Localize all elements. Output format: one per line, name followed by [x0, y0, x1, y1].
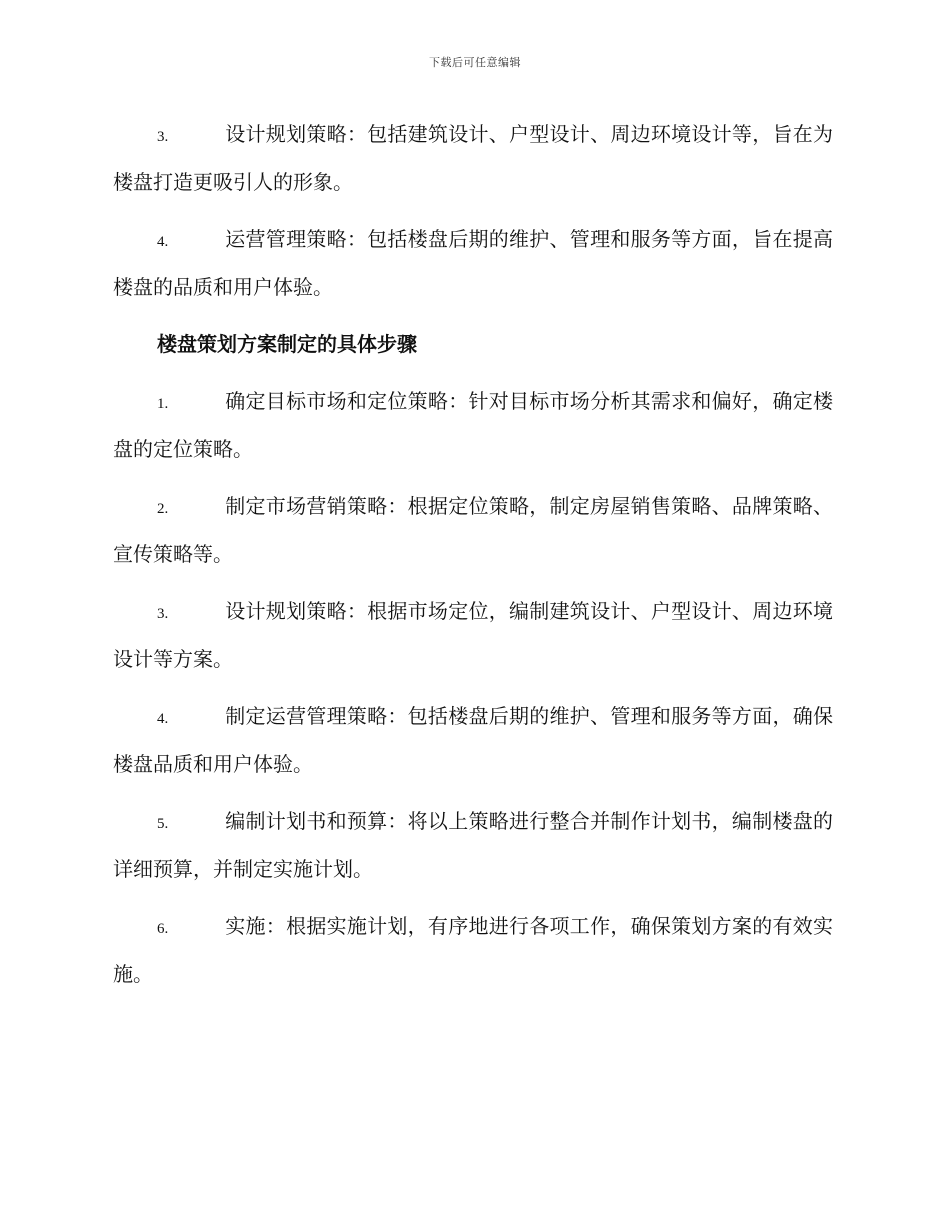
list-item-number: 6.: [157, 921, 169, 937]
list-item-text: 制定运营管理策略：包括楼盘后期的维护、管理和服务等方面，确保楼盘品质和用户体验。: [113, 704, 833, 776]
list-item-number: 2.: [157, 501, 169, 517]
list-item-number: 3.: [157, 606, 169, 622]
list-item: [113, 589, 833, 682]
list-item: [113, 799, 833, 892]
list-item-text: 编制计划书和预算：将以上策略进行整合并制作计划书，编制楼盘的详细预算，并制定实施计划。: [113, 809, 833, 881]
list-item-number: 4.: [157, 234, 169, 250]
document-body: [113, 112, 833, 1009]
list-item: [113, 217, 833, 310]
list-item-number: 5.: [157, 816, 169, 832]
list-item: [113, 379, 833, 472]
list-item-text: 运营管理策略：包括楼盘后期的维护、管理和服务等方面，旨在提高楼盘的品质和用户体验。: [113, 227, 833, 299]
list-item: [113, 694, 833, 787]
list-item-text: 设计规划策略：包括建筑设计、户型设计、周边环境设计等，旨在为楼盘打造更吸引人的形象。: [113, 122, 833, 194]
page-header: 下载后可任意编辑: [429, 56, 521, 69]
list-item: [113, 484, 833, 577]
list-item-text: 实施：根据实施计划，有序地进行各项工作，确保策划方案的有效实施。: [113, 914, 833, 986]
section-heading: 楼盘策划方案制定的具体步骤: [157, 332, 417, 356]
list-item: [113, 112, 833, 205]
list-item-number: 3.: [157, 129, 169, 145]
list-item: [113, 904, 833, 997]
list-item-text: 确定目标市场和定位策略：针对目标市场分析其需求和偏好，确定楼盘的定位策略。: [113, 389, 833, 461]
list-item-number: 4.: [157, 711, 169, 727]
list-item-text: 设计规划策略：根据市场定位，编制建筑设计、户型设计、周边环境设计等方案。: [113, 599, 833, 671]
list-item-text: 制定市场营销策略：根据定位策略，制定房屋销售策略、品牌策略、宣传策略等。: [113, 494, 833, 566]
list-item-number: 1.: [157, 396, 169, 412]
